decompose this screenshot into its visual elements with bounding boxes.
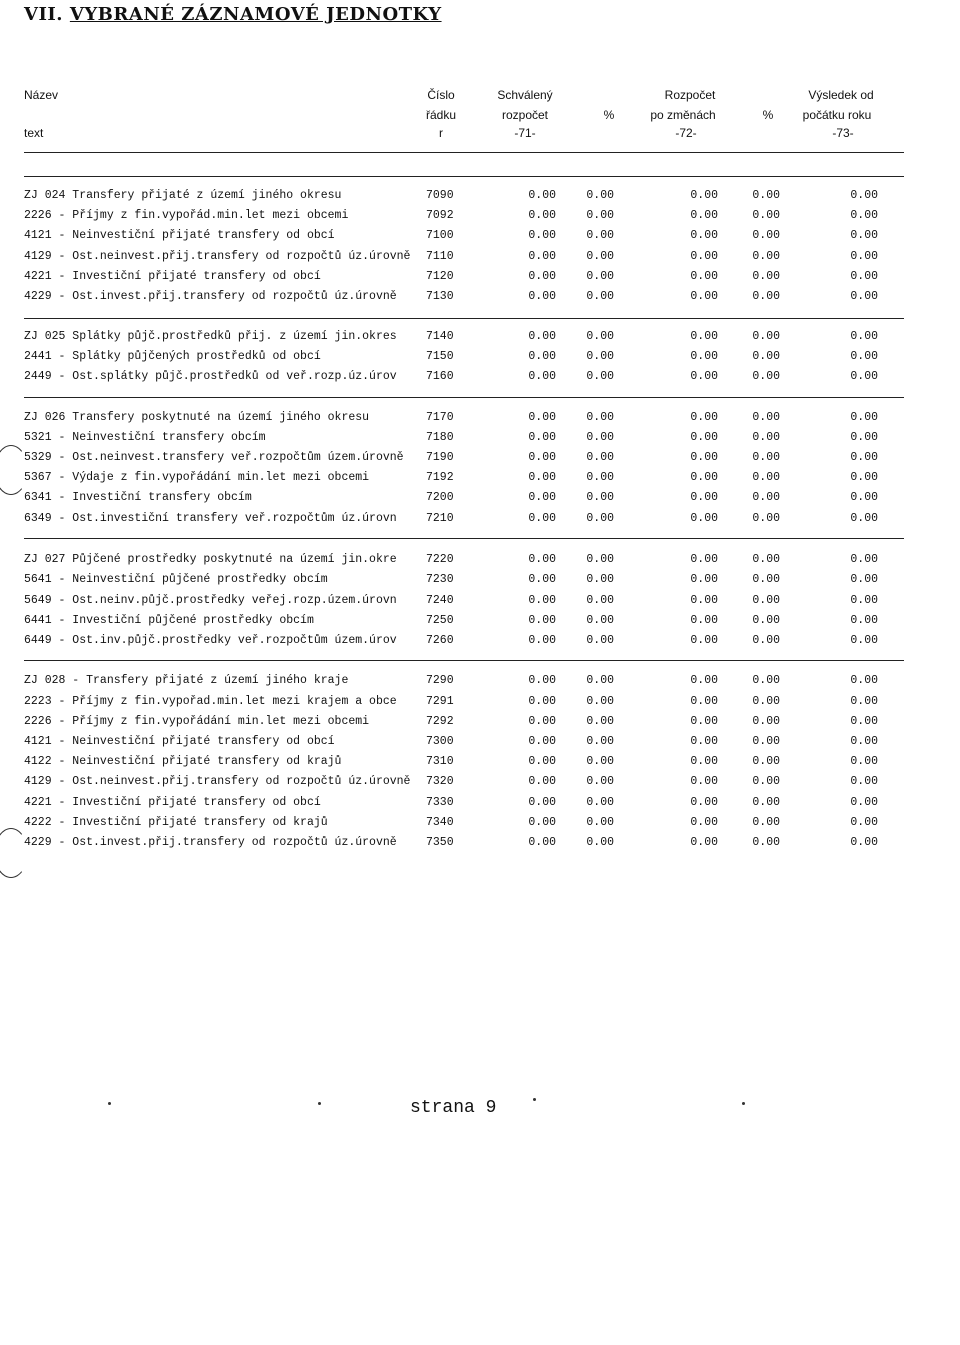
value-pct1: 0.00 bbox=[586, 270, 614, 283]
table-row bbox=[24, 451, 904, 469]
row-label: 4121 - Neinvestiční přijaté transfery od obcí bbox=[24, 735, 335, 748]
table-row bbox=[24, 796, 904, 814]
section-divider bbox=[24, 660, 904, 661]
value-pct2: 0.00 bbox=[752, 270, 780, 283]
value-result: 0.00 bbox=[850, 755, 878, 768]
value-approved: 0.00 bbox=[528, 614, 556, 627]
value-adjusted: 0.00 bbox=[690, 209, 718, 222]
value-pct1: 0.00 bbox=[586, 594, 614, 607]
row-label: 6441 - Investiční půjčené prostředky obcím bbox=[24, 614, 314, 627]
value-approved: 0.00 bbox=[528, 370, 556, 383]
row-number: 7250 bbox=[426, 614, 454, 627]
row-label: 4229 - Ost.invest.přij.transfery od rozpočtů úz.úrovně bbox=[24, 290, 397, 303]
row-number: 7300 bbox=[426, 735, 454, 748]
row-label: 4221 - Investiční přijaté transfery od obcí bbox=[24, 270, 321, 283]
value-pct2: 0.00 bbox=[752, 451, 780, 464]
value-pct2: 0.00 bbox=[752, 634, 780, 647]
value-pct1: 0.00 bbox=[586, 775, 614, 788]
value-result: 0.00 bbox=[850, 573, 878, 586]
table-row bbox=[24, 695, 904, 713]
row-label: 4229 - Ost.invest.přij.transfery od rozpočtů úz.úrovně bbox=[24, 836, 397, 849]
value-approved: 0.00 bbox=[528, 330, 556, 343]
value-result: 0.00 bbox=[850, 715, 878, 728]
value-pct1: 0.00 bbox=[586, 816, 614, 829]
header-vysledek: Výsledek od bbox=[808, 88, 874, 102]
header-nazev: Název bbox=[24, 88, 59, 102]
value-adjusted: 0.00 bbox=[690, 270, 718, 283]
header-col72: -72- bbox=[675, 126, 697, 140]
value-result: 0.00 bbox=[850, 594, 878, 607]
table-row bbox=[24, 491, 904, 509]
value-pct2: 0.00 bbox=[752, 370, 780, 383]
value-pct1: 0.00 bbox=[586, 471, 614, 484]
row-number: 7150 bbox=[426, 350, 454, 363]
value-adjusted: 0.00 bbox=[690, 250, 718, 263]
value-approved: 0.00 bbox=[528, 451, 556, 464]
title-main: VYBRANÉ ZÁZNAMOVÉ JEDNOTKY bbox=[69, 4, 442, 25]
table-row bbox=[24, 634, 904, 652]
value-pct2: 0.00 bbox=[752, 836, 780, 849]
row-number: 7320 bbox=[426, 775, 454, 788]
value-result: 0.00 bbox=[850, 270, 878, 283]
table-row bbox=[24, 512, 904, 530]
value-pct1: 0.00 bbox=[586, 674, 614, 687]
value-approved: 0.00 bbox=[528, 715, 556, 728]
page-number: strana 9 bbox=[410, 1098, 497, 1118]
value-approved: 0.00 bbox=[528, 695, 556, 708]
value-pct2: 0.00 bbox=[752, 411, 780, 424]
table-row bbox=[24, 370, 904, 388]
row-label: 4222 - Investiční přijaté transfery od krajů bbox=[24, 816, 328, 829]
value-pct1: 0.00 bbox=[586, 290, 614, 303]
value-adjusted: 0.00 bbox=[690, 634, 718, 647]
title-prefix: VII. bbox=[24, 4, 64, 25]
value-approved: 0.00 bbox=[528, 431, 556, 444]
row-label: ZJ 028 - Transfery přijaté z území jiného kraje bbox=[24, 674, 349, 687]
value-adjusted: 0.00 bbox=[690, 512, 718, 525]
row-label: 4121 - Neinvestiční přijaté transfery od obcí bbox=[24, 229, 335, 242]
section-divider bbox=[24, 397, 904, 398]
row-number: 7291 bbox=[426, 695, 454, 708]
row-label: 2441 - Splátky půjčených prostředků od obcí bbox=[24, 350, 321, 363]
value-result: 0.00 bbox=[850, 411, 878, 424]
value-pct1: 0.00 bbox=[586, 209, 614, 222]
value-pct1: 0.00 bbox=[586, 512, 614, 525]
row-label: ZJ 026 Transfery poskytnuté na území jiného okresu bbox=[24, 411, 370, 424]
row-label: 6341 - Investiční transfery obcím bbox=[24, 491, 252, 504]
value-approved: 0.00 bbox=[528, 573, 556, 586]
table-row bbox=[24, 735, 904, 753]
row-number: 7092 bbox=[426, 209, 454, 222]
scan-speck bbox=[742, 1102, 745, 1105]
table-row bbox=[24, 471, 904, 489]
row-label: 5329 - Ost.neinvest.transfery veř.rozpočtům územ.úrovně bbox=[24, 451, 404, 464]
value-adjusted: 0.00 bbox=[690, 471, 718, 484]
value-pct2: 0.00 bbox=[752, 330, 780, 343]
row-number: 7230 bbox=[426, 573, 454, 586]
row-label: ZJ 024 Transfery přijaté z území jiného okresu bbox=[24, 189, 342, 202]
value-pct1: 0.00 bbox=[586, 431, 614, 444]
header-po-zmenach: po změnách bbox=[650, 108, 716, 122]
value-pct1: 0.00 bbox=[586, 411, 614, 424]
table-row bbox=[24, 816, 904, 834]
row-number: 7260 bbox=[426, 634, 454, 647]
table-row bbox=[24, 594, 904, 612]
value-pct1: 0.00 bbox=[586, 350, 614, 363]
row-number: 7210 bbox=[426, 512, 454, 525]
row-number: 7160 bbox=[426, 370, 454, 383]
row-number: 7100 bbox=[426, 229, 454, 242]
value-pct1: 0.00 bbox=[586, 573, 614, 586]
value-adjusted: 0.00 bbox=[690, 451, 718, 464]
page-title bbox=[24, 4, 442, 25]
header-pocatku: počátku roku bbox=[802, 108, 872, 122]
value-pct1: 0.00 bbox=[586, 614, 614, 627]
value-pct2: 0.00 bbox=[752, 695, 780, 708]
value-approved: 0.00 bbox=[528, 290, 556, 303]
table-row bbox=[24, 715, 904, 733]
value-pct2: 0.00 bbox=[752, 189, 780, 202]
value-approved: 0.00 bbox=[528, 491, 556, 504]
value-approved: 0.00 bbox=[528, 189, 556, 202]
table-row bbox=[24, 431, 904, 449]
table-row bbox=[24, 674, 904, 692]
value-result: 0.00 bbox=[850, 491, 878, 504]
value-approved: 0.00 bbox=[528, 512, 556, 525]
value-adjusted: 0.00 bbox=[690, 350, 718, 363]
table-row bbox=[24, 350, 904, 368]
table-row bbox=[24, 290, 904, 308]
row-number: 7200 bbox=[426, 491, 454, 504]
value-adjusted: 0.00 bbox=[690, 411, 718, 424]
value-pct2: 0.00 bbox=[752, 775, 780, 788]
value-pct2: 0.00 bbox=[752, 755, 780, 768]
row-label: 5649 - Ost.neinv.půjč.prostředky veřej.rozp.územ.úrovn bbox=[24, 594, 397, 607]
value-pct2: 0.00 bbox=[752, 290, 780, 303]
row-label: 5367 - Výdaje z fin.vypořádání min.let mezi obcemi bbox=[24, 471, 370, 484]
value-result: 0.00 bbox=[850, 290, 878, 303]
header-cislo: Číslo bbox=[427, 88, 455, 102]
scan-speck bbox=[318, 1102, 321, 1105]
value-pct2: 0.00 bbox=[752, 614, 780, 627]
scan-speck bbox=[108, 1102, 111, 1105]
value-approved: 0.00 bbox=[528, 250, 556, 263]
value-result: 0.00 bbox=[850, 431, 878, 444]
header-radku: řádku bbox=[425, 108, 457, 122]
row-number: 7292 bbox=[426, 715, 454, 728]
value-result: 0.00 bbox=[850, 350, 878, 363]
value-pct1: 0.00 bbox=[586, 229, 614, 242]
header-divider bbox=[24, 152, 904, 153]
header-pct2: % bbox=[762, 108, 774, 122]
section-divider bbox=[24, 176, 904, 177]
value-pct1: 0.00 bbox=[586, 695, 614, 708]
row-number: 7220 bbox=[426, 553, 454, 566]
row-label: 4129 - Ost.neinvest.přij.transfery od rozpočtů úz.úrovně bbox=[24, 250, 411, 263]
row-label: 2223 - Příjmy z fin.vypořad.min.let mezi krajem a obce bbox=[24, 695, 397, 708]
section-divider bbox=[24, 318, 904, 319]
value-result: 0.00 bbox=[850, 775, 878, 788]
table-row bbox=[24, 755, 904, 773]
value-adjusted: 0.00 bbox=[690, 735, 718, 748]
value-adjusted: 0.00 bbox=[690, 553, 718, 566]
value-adjusted: 0.00 bbox=[690, 431, 718, 444]
table-row bbox=[24, 775, 904, 793]
table-row bbox=[24, 209, 904, 227]
value-pct1: 0.00 bbox=[586, 634, 614, 647]
value-pct1: 0.00 bbox=[586, 735, 614, 748]
row-number: 7290 bbox=[426, 674, 454, 687]
value-approved: 0.00 bbox=[528, 229, 556, 242]
row-number: 7170 bbox=[426, 411, 454, 424]
value-pct2: 0.00 bbox=[752, 715, 780, 728]
value-pct1: 0.00 bbox=[586, 250, 614, 263]
row-number: 7120 bbox=[426, 270, 454, 283]
row-label: 5641 - Neinvestiční půjčené prostředky obcím bbox=[24, 573, 328, 586]
value-pct2: 0.00 bbox=[752, 594, 780, 607]
row-label: 4129 - Ost.neinvest.přij.transfery od rozpočtů úz.úrovně bbox=[24, 775, 411, 788]
value-adjusted: 0.00 bbox=[690, 491, 718, 504]
scan-speck bbox=[533, 1098, 536, 1101]
row-number: 7330 bbox=[426, 796, 454, 809]
row-label: 6349 - Ost.investiční transfery veř.rozpočtům úz.úrovn bbox=[24, 512, 397, 525]
value-adjusted: 0.00 bbox=[690, 715, 718, 728]
value-result: 0.00 bbox=[850, 836, 878, 849]
value-approved: 0.00 bbox=[528, 674, 556, 687]
table-row bbox=[24, 189, 904, 207]
row-label: 2226 - Příjmy z fin.vypořád.min.let mezi obcemi bbox=[24, 209, 349, 222]
section-divider bbox=[24, 538, 904, 539]
value-adjusted: 0.00 bbox=[690, 836, 718, 849]
row-label: 4221 - Investiční přijaté transfery od obcí bbox=[24, 796, 321, 809]
value-pct2: 0.00 bbox=[752, 491, 780, 504]
value-result: 0.00 bbox=[850, 796, 878, 809]
row-number: 7340 bbox=[426, 816, 454, 829]
header-pct1: % bbox=[603, 108, 615, 122]
value-result: 0.00 bbox=[850, 735, 878, 748]
value-adjusted: 0.00 bbox=[690, 189, 718, 202]
value-adjusted: 0.00 bbox=[690, 370, 718, 383]
value-adjusted: 0.00 bbox=[690, 573, 718, 586]
value-pct1: 0.00 bbox=[586, 370, 614, 383]
header-rozpocet: rozpočet bbox=[501, 108, 549, 122]
value-approved: 0.00 bbox=[528, 634, 556, 647]
row-number: 7192 bbox=[426, 471, 454, 484]
table-row bbox=[24, 229, 904, 247]
row-number: 7110 bbox=[426, 250, 454, 263]
value-pct1: 0.00 bbox=[586, 491, 614, 504]
value-approved: 0.00 bbox=[528, 553, 556, 566]
value-pct1: 0.00 bbox=[586, 330, 614, 343]
value-pct2: 0.00 bbox=[752, 350, 780, 363]
table-row bbox=[24, 553, 904, 571]
value-pct2: 0.00 bbox=[752, 796, 780, 809]
value-adjusted: 0.00 bbox=[690, 594, 718, 607]
value-approved: 0.00 bbox=[528, 755, 556, 768]
row-number: 7130 bbox=[426, 290, 454, 303]
header-text: text bbox=[24, 126, 44, 140]
value-pct2: 0.00 bbox=[752, 431, 780, 444]
value-approved: 0.00 bbox=[528, 735, 556, 748]
value-approved: 0.00 bbox=[528, 816, 556, 829]
value-approved: 0.00 bbox=[528, 471, 556, 484]
value-approved: 0.00 bbox=[528, 594, 556, 607]
row-number: 7240 bbox=[426, 594, 454, 607]
row-number: 7190 bbox=[426, 451, 454, 464]
value-pct2: 0.00 bbox=[752, 816, 780, 829]
table-row bbox=[24, 330, 904, 348]
value-pct1: 0.00 bbox=[586, 715, 614, 728]
value-adjusted: 0.00 bbox=[690, 290, 718, 303]
table-row bbox=[24, 836, 904, 854]
value-approved: 0.00 bbox=[528, 270, 556, 283]
value-result: 0.00 bbox=[850, 553, 878, 566]
value-adjusted: 0.00 bbox=[690, 614, 718, 627]
value-pct1: 0.00 bbox=[586, 836, 614, 849]
row-number: 7180 bbox=[426, 431, 454, 444]
value-approved: 0.00 bbox=[528, 836, 556, 849]
value-pct1: 0.00 bbox=[586, 451, 614, 464]
value-result: 0.00 bbox=[850, 674, 878, 687]
value-approved: 0.00 bbox=[528, 796, 556, 809]
value-result: 0.00 bbox=[850, 614, 878, 627]
value-result: 0.00 bbox=[850, 209, 878, 222]
value-result: 0.00 bbox=[850, 816, 878, 829]
row-label: 4122 - Neinvestiční přijaté transfery od krajů bbox=[24, 755, 342, 768]
header-r: r bbox=[439, 126, 443, 140]
value-pct2: 0.00 bbox=[752, 229, 780, 242]
value-approved: 0.00 bbox=[528, 411, 556, 424]
value-result: 0.00 bbox=[850, 512, 878, 525]
row-label: 2449 - Ost.splátky půjč.prostředků od veř.rozp.úz.úrov bbox=[24, 370, 397, 383]
table-row bbox=[24, 250, 904, 268]
value-pct2: 0.00 bbox=[752, 209, 780, 222]
row-number: 7350 bbox=[426, 836, 454, 849]
value-pct2: 0.00 bbox=[752, 512, 780, 525]
value-pct2: 0.00 bbox=[752, 553, 780, 566]
value-pct1: 0.00 bbox=[586, 189, 614, 202]
value-result: 0.00 bbox=[850, 330, 878, 343]
value-pct1: 0.00 bbox=[586, 796, 614, 809]
value-approved: 0.00 bbox=[528, 350, 556, 363]
row-label: 2226 - Příjmy z fin.vypořádání min.let mezi obcemi bbox=[24, 715, 370, 728]
table-row bbox=[24, 270, 904, 288]
value-result: 0.00 bbox=[850, 451, 878, 464]
value-result: 0.00 bbox=[850, 471, 878, 484]
value-pct2: 0.00 bbox=[752, 573, 780, 586]
row-label: ZJ 027 Půjčené prostředky poskytnuté na území jin.okre bbox=[24, 553, 397, 566]
row-number: 7310 bbox=[426, 755, 454, 768]
value-adjusted: 0.00 bbox=[690, 229, 718, 242]
value-result: 0.00 bbox=[850, 229, 878, 242]
row-label: ZJ 025 Splátky půjč.prostředků přij. z území jin.okres bbox=[24, 330, 397, 343]
value-adjusted: 0.00 bbox=[690, 816, 718, 829]
value-adjusted: 0.00 bbox=[690, 330, 718, 343]
value-result: 0.00 bbox=[850, 250, 878, 263]
value-pct1: 0.00 bbox=[586, 755, 614, 768]
row-label: 5321 - Neinvestiční transfery obcím bbox=[24, 431, 266, 444]
value-adjusted: 0.00 bbox=[690, 674, 718, 687]
value-result: 0.00 bbox=[850, 634, 878, 647]
value-adjusted: 0.00 bbox=[690, 755, 718, 768]
row-number: 7140 bbox=[426, 330, 454, 343]
value-result: 0.00 bbox=[850, 189, 878, 202]
header-rozpocet2: Rozpočet bbox=[664, 88, 716, 102]
value-pct1: 0.00 bbox=[586, 553, 614, 566]
value-result: 0.00 bbox=[850, 370, 878, 383]
value-approved: 0.00 bbox=[528, 209, 556, 222]
value-adjusted: 0.00 bbox=[690, 775, 718, 788]
header-schvaleny: Schválený bbox=[497, 88, 553, 102]
value-result: 0.00 bbox=[850, 695, 878, 708]
value-adjusted: 0.00 bbox=[690, 695, 718, 708]
value-pct2: 0.00 bbox=[752, 471, 780, 484]
row-number: 7090 bbox=[426, 189, 454, 202]
header-col73: -73- bbox=[832, 126, 854, 140]
value-approved: 0.00 bbox=[528, 775, 556, 788]
row-label: 6449 - Ost.inv.půjč.prostředky veř.rozpočtům územ.úrov bbox=[24, 634, 397, 647]
value-pct2: 0.00 bbox=[752, 250, 780, 263]
table-row bbox=[24, 573, 904, 591]
table-row bbox=[24, 614, 904, 632]
value-adjusted: 0.00 bbox=[690, 796, 718, 809]
value-pct2: 0.00 bbox=[752, 735, 780, 748]
value-pct2: 0.00 bbox=[752, 674, 780, 687]
table-row bbox=[24, 411, 904, 429]
header-col71: -71- bbox=[514, 126, 536, 140]
